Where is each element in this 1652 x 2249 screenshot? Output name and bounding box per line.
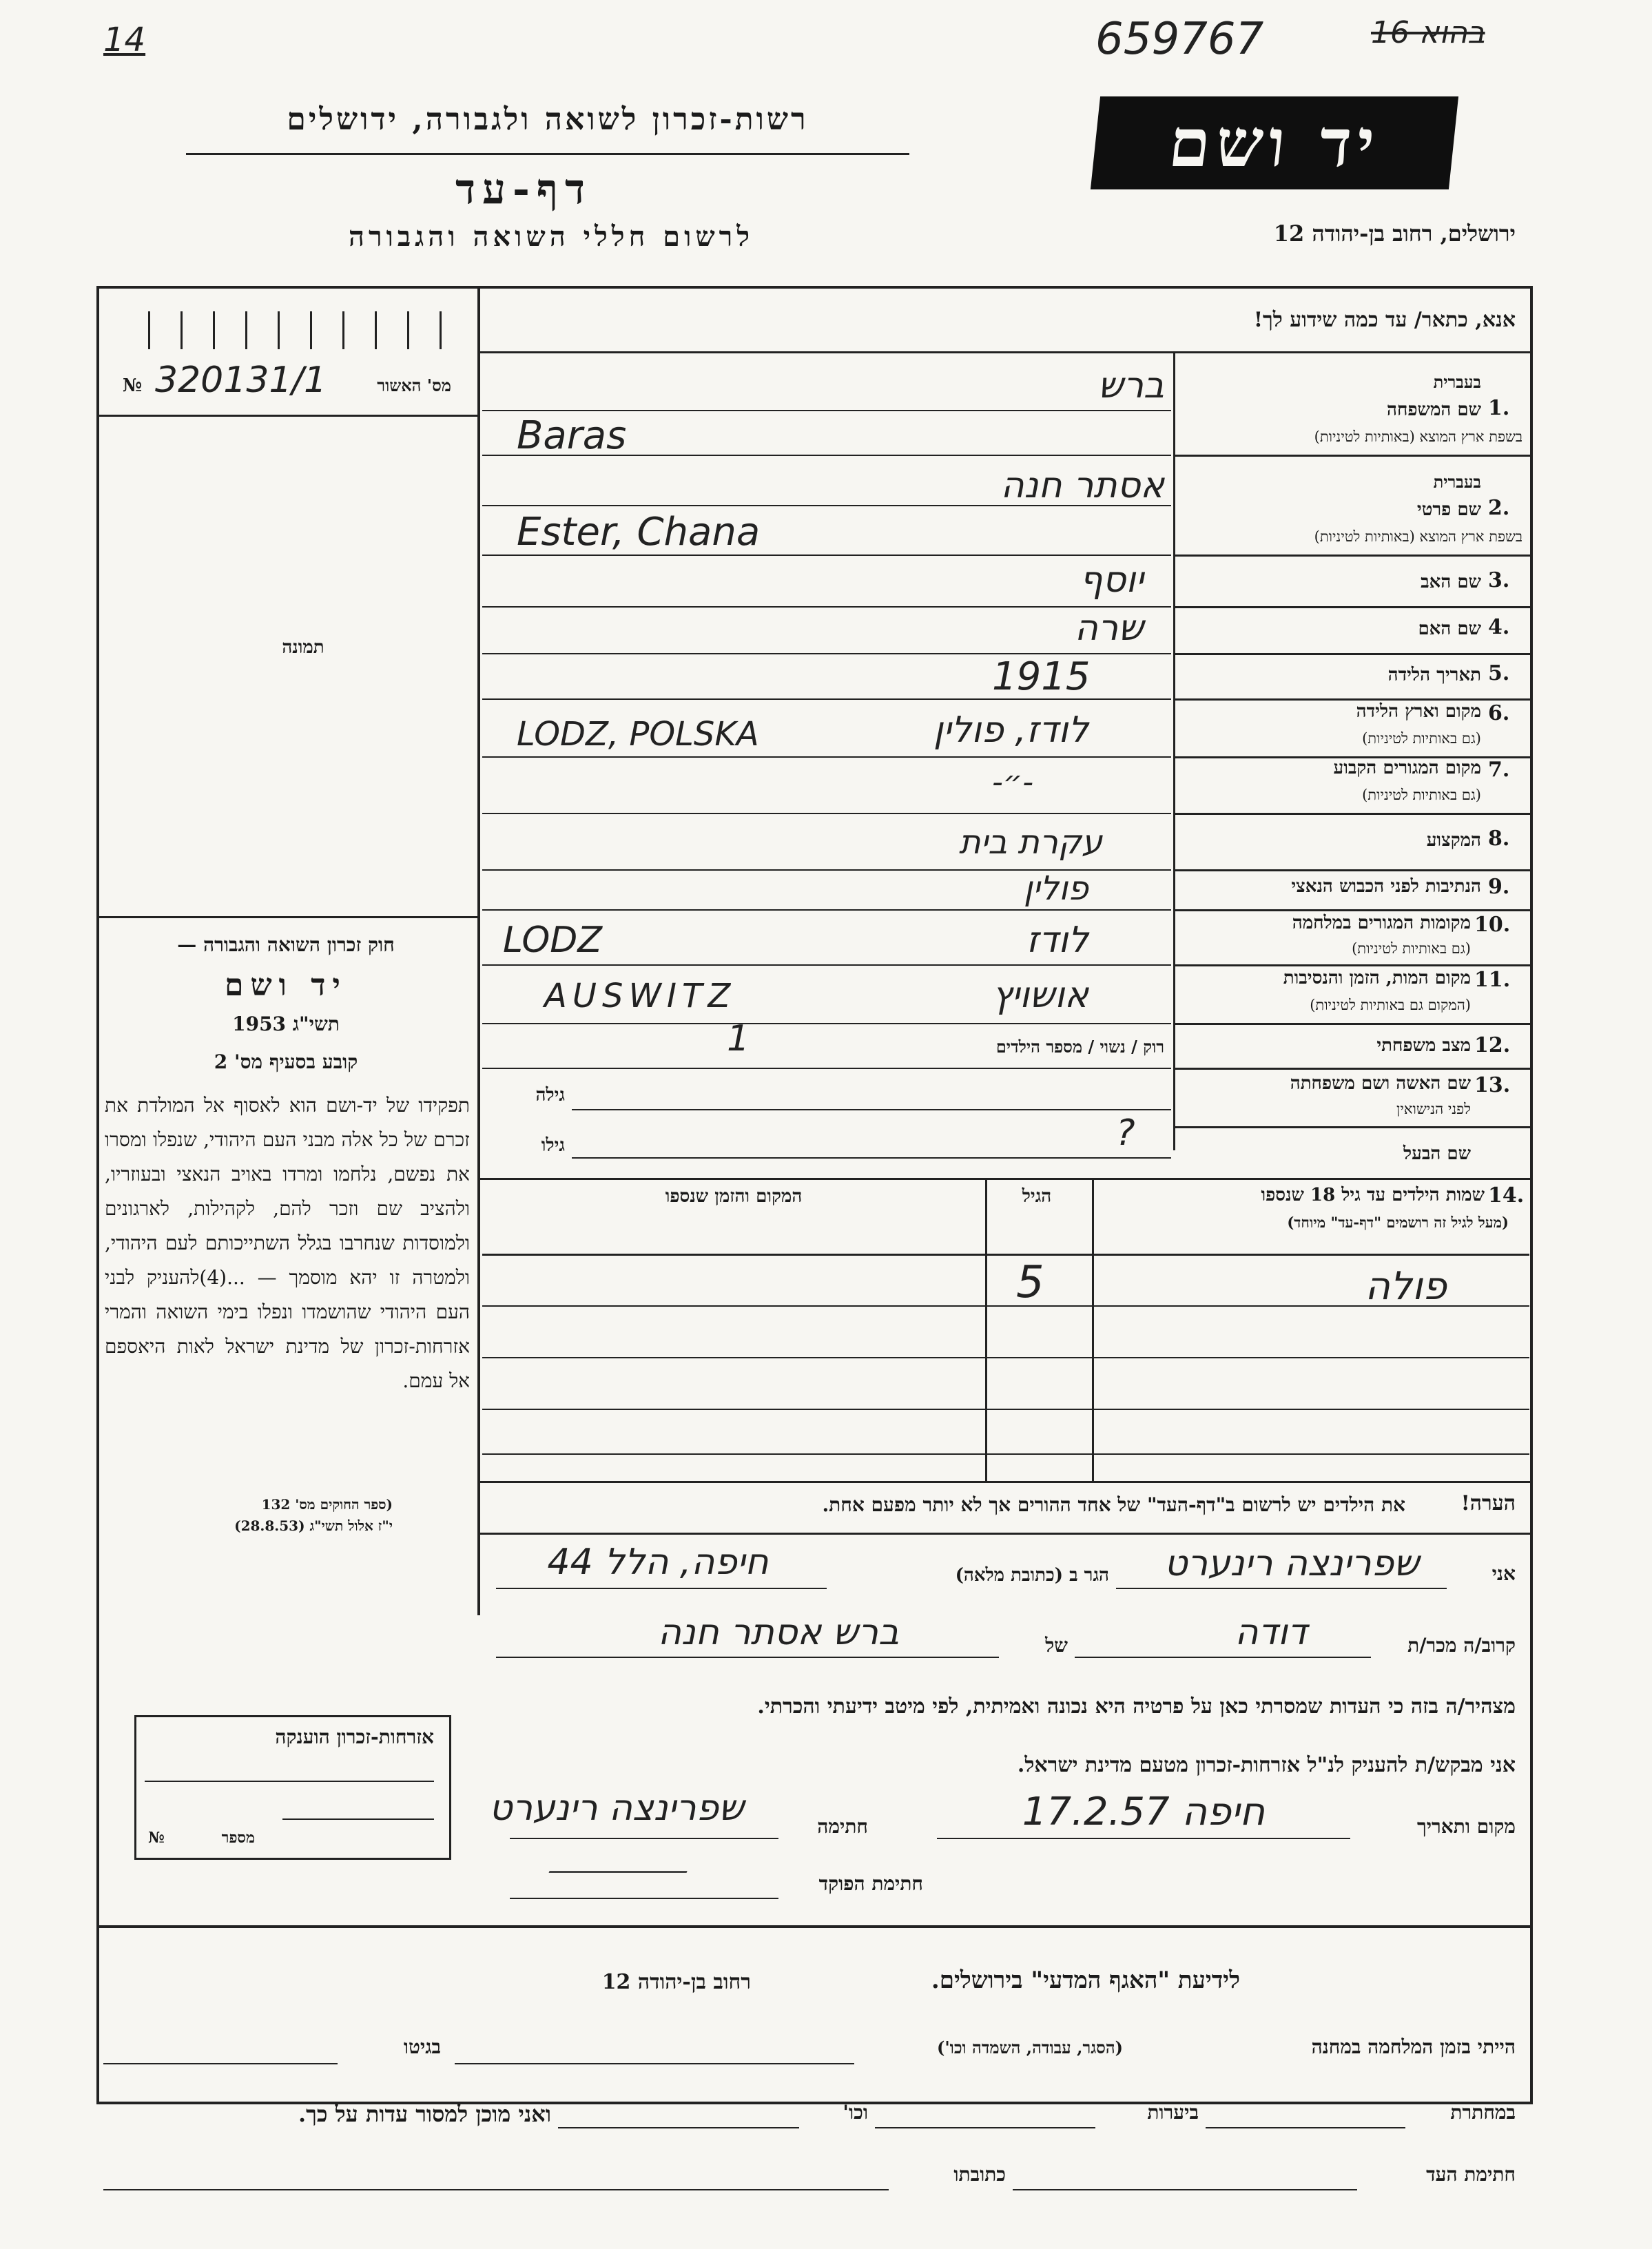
f1-value-hebrew: ברש	[1097, 365, 1164, 406]
row-line-8	[1173, 869, 1533, 871]
f11-value-latin: AUSWITZ	[544, 977, 736, 1015]
f10-value-latin: LODZ	[503, 920, 602, 961]
f1-sub-top: בעברית	[1433, 372, 1481, 392]
line3-blank-b	[103, 2189, 889, 2190]
law-source-2: י"ז אלול תשי"ג (28.8.53)	[234, 1517, 393, 1534]
f3-label: שם האב	[1421, 572, 1481, 592]
label-column-divider	[1173, 351, 1175, 1150]
info-title: לידיעת "האגף המדעי" בירושלים.	[931, 1967, 1240, 1994]
f2-value-hebrew: אסתר חנה	[1000, 465, 1164, 506]
line2-c: וכו'	[843, 2101, 868, 2124]
children-label: שמות הילדים עד גיל 18 שנספו	[1261, 1185, 1485, 1205]
citizenship-number-label: מספר	[221, 1829, 255, 1847]
f11-value-hebrew: אושויץ	[992, 975, 1088, 1016]
signature-label: חתימה	[817, 1815, 868, 1838]
line3-a: חתימת העד	[1426, 2163, 1516, 2186]
signature-line	[510, 1838, 778, 1839]
f10-num: 10.	[1474, 913, 1511, 937]
note-label: הערה!	[1460, 1491, 1516, 1515]
register-tick-4	[245, 311, 247, 349]
place-date-line	[937, 1838, 1350, 1839]
f8-value: עקרת בית	[958, 823, 1102, 862]
f4-value: שרה	[1074, 608, 1144, 649]
address-line	[496, 1588, 827, 1589]
org-name: רשות-זכרון לשואה ולגבורה, ידושלים	[287, 102, 809, 137]
note-bottom-line	[477, 1533, 1533, 1535]
line3-blank-a	[1013, 2189, 1357, 2190]
register-tick-10	[440, 311, 442, 349]
form-title: דף-עד	[455, 165, 592, 214]
line1-end: בגיטו	[403, 2035, 441, 2058]
f12-label: מצב משפחתי	[1376, 1035, 1471, 1056]
f8-label: המקצוע	[1426, 830, 1481, 851]
f2-value-latin: Ester, Chana	[517, 510, 761, 555]
of-label: של	[1045, 1634, 1068, 1657]
f3-num: 3.	[1488, 568, 1510, 592]
yad-vashem-logo	[1091, 96, 1458, 189]
law-clause: קובע בסעיף מס' 2	[214, 1050, 358, 1073]
value-line-4	[482, 555, 1171, 556]
line2-blank-c	[558, 2127, 799, 2128]
citizenship-prefix: №	[148, 1829, 165, 1847]
row-line-13	[1173, 1126, 1533, 1128]
spouse-value: ?	[1116, 1112, 1135, 1154]
line2-b: ביערות	[1147, 2101, 1199, 2124]
line1-blank-2	[103, 2063, 338, 2064]
row-line-11	[1173, 1023, 1533, 1025]
register-tick-3	[213, 311, 215, 349]
line1-start: הייתי בזמן המלחמה במחנה	[1311, 2035, 1516, 2058]
children-sub: (מעל לגיל זה רושמים "דף-עד" מיוחד)	[1287, 1214, 1509, 1231]
request: אני מבקש/ת להעניק לנ"ל אזרחות-זכרון מטעם מדינת ישראל.	[1017, 1753, 1516, 1777]
f2-num: 2.	[1488, 496, 1510, 520]
row-line-12	[1173, 1068, 1533, 1070]
officer-label: חתימת הפוקד	[818, 1872, 923, 1895]
left-column-divider	[477, 286, 480, 1615]
citizenship-line-2	[282, 1818, 434, 1820]
line2-blank-b	[875, 2127, 1095, 2128]
f10-value-hebrew: לודז	[1026, 920, 1088, 961]
children-line-3	[482, 1409, 1529, 1410]
children-num: 14.	[1488, 1183, 1525, 1208]
law-year: תשי"ג 1953	[232, 1013, 340, 1035]
witness-name-line	[1116, 1588, 1447, 1589]
children-col-age: הגיל	[1022, 1186, 1052, 1207]
value-line-13	[482, 1023, 1171, 1024]
law-body: תפקידו של יד-ושם הוא לאסוף אל המולדת את זכרם של כל אלה מבני העם היהודי, שנפלו ומסרו את נפשם, נלחמו ומרדו באויב הנאצי ובעוזריו, ולהציב שם וזכר להם, לקהילות, לארגונים ולמוסדות שנחרבו בגלל השתייכותם לעם היהודי, ולמטרה זו יהא מוסמך — ...(4)להעניק לבני העם היהודי שהושמדו ונפלו בימי השואה והמרי אזרחות-זכרון של מדינת ישראל לאות היאספם אל עמם.	[105, 1094, 470, 1392]
logo-text: יד ושם	[1165, 104, 1384, 182]
value-line-8	[482, 756, 1171, 758]
resident-label: הגר ב (כתובת מלאה)	[955, 1565, 1109, 1586]
info-address: רחוב בן-יהודה 12	[601, 1970, 751, 1994]
address-value: חיפה, הלל 44	[547, 1542, 769, 1583]
f8-num: 8.	[1488, 827, 1510, 851]
line2-blank-a	[1206, 2127, 1405, 2128]
children-line-4	[482, 1453, 1529, 1455]
f10-sub: (גם באותיות לטיניות)	[1352, 940, 1471, 957]
line1-blank	[455, 2063, 854, 2064]
register-tick-8	[375, 311, 377, 349]
f7-label: מקום המגורים הקבוע	[1333, 758, 1481, 778]
f5-num: 5.	[1488, 661, 1510, 685]
f12-num: 12.	[1474, 1033, 1511, 1057]
registration-prefix: №	[123, 375, 143, 396]
children-header-line	[482, 1254, 1529, 1256]
line2-a: במחתרת	[1450, 2101, 1516, 2124]
f12-value: 1	[727, 1018, 750, 1059]
spouse-label: שם הבעל	[1403, 1143, 1471, 1164]
page-number-handwritten: 14	[103, 21, 146, 59]
f6-label: מקום וארץ הלידה	[1356, 701, 1481, 722]
line1-mid: (הסגר, עבודה, השמדה וכו')	[936, 2038, 1123, 2058]
register-tick-9	[407, 311, 409, 349]
citizenship-line-1	[145, 1781, 434, 1782]
f13-num: 13.	[1474, 1073, 1511, 1097]
row-line-5	[1173, 698, 1533, 701]
f4-num: 4.	[1488, 615, 1510, 639]
f7-num: 7.	[1488, 758, 1510, 782]
f13-sub: לפני הנישואין	[1396, 1101, 1471, 1117]
row-line-14	[477, 1178, 1533, 1180]
f13-age-label: גילה	[535, 1085, 565, 1106]
value-line-11	[482, 909, 1171, 911]
row-line-1	[1173, 455, 1533, 457]
row-line-7	[1173, 813, 1533, 815]
note-text: את הילדים יש לרשום ב"דף-העד" של אחד ההורים אך לא יותר מפעם אחת.	[822, 1493, 1405, 1516]
row-line-3	[1173, 606, 1533, 608]
instruction-underline	[477, 351, 1533, 353]
of-value: ברש אסתר חנה	[657, 1612, 900, 1653]
line2-end: ואני מוכן למסור עדות על כך.	[298, 2101, 551, 2127]
value-line-15	[572, 1109, 1171, 1110]
officer-line	[510, 1898, 778, 1899]
reference-number-handwritten: 659767	[1095, 14, 1264, 65]
f4-label: שם האם	[1418, 619, 1481, 639]
child-name: פולה	[1365, 1264, 1447, 1309]
row-line-2	[1173, 555, 1533, 557]
officer-scribble	[549, 1860, 692, 1873]
witness-name: שפרינצה רינערט	[1164, 1543, 1419, 1584]
f7-sub: (גם באותיות לטיניות)	[1362, 787, 1481, 803]
law-source-1: (ספר החוקים מס' 132	[261, 1496, 393, 1513]
bottom-section-separator	[96, 1925, 1533, 1928]
form-subtitle: לרשום חללי השואה והגבורה	[348, 220, 754, 253]
child-age: 5	[1016, 1257, 1044, 1308]
f1-num: 1.	[1488, 396, 1510, 420]
law-name: יד ושם	[225, 968, 347, 1003]
f11-sub: (המקום גם באותיות לטיניות)	[1310, 997, 1471, 1013]
relation-line	[1075, 1657, 1371, 1658]
f11-num: 11.	[1474, 968, 1511, 992]
registration-label: מס' האשור	[377, 375, 451, 395]
f6-num: 6.	[1488, 701, 1510, 725]
register-tick-1	[148, 311, 150, 349]
f9-label: הנתיבות לפני הכבוש הנאצי	[1291, 876, 1481, 897]
signature-value: שפרינצה רינערט	[489, 1787, 744, 1829]
instruction-line: אנא, כתאר/ עד כמה שידוע לך!	[1253, 308, 1516, 332]
register-tick-6	[310, 311, 312, 349]
citizenship-title: אזרחות-זכרון הוענקה	[275, 1725, 434, 1748]
f1-value-latin: Baras	[517, 413, 627, 458]
value-line-1	[482, 410, 1171, 411]
registration-number: 320131/1	[155, 360, 327, 401]
value-line-14	[482, 1068, 1171, 1069]
register-tick-2	[180, 311, 183, 349]
register-tick-5	[278, 311, 280, 349]
place-date-value: חיפה 17.2.57	[1022, 1790, 1266, 1834]
f2-sub: בשפת ארץ המוצא (באותיות לטיניות)	[1314, 528, 1522, 545]
children-col-place: המקום והזמן שנספו	[665, 1186, 803, 1207]
statement: מצהיר/ה בזה כי העדות שמסרתי כאן על פרטיה היא נכונה ואמיתית, לפי מיטב ידיעתי והכרתי.	[757, 1694, 1516, 1719]
children-line-2	[482, 1357, 1529, 1358]
f5-value: 1915	[992, 654, 1091, 699]
f13-age2-label: גילו	[541, 1135, 565, 1156]
crossed-reference-handwritten: בהוא 16	[1371, 15, 1485, 50]
f12-options: רוק / נשוי / מספר הילדים	[995, 1037, 1164, 1057]
f7-value: -״-	[992, 765, 1034, 800]
f2-sub-top: בעברית	[1433, 472, 1481, 492]
line3-b: כתובתו	[953, 2163, 1006, 2186]
org-name-underline	[186, 153, 909, 155]
relative-label: קרוב/ה מכר/ת	[1407, 1634, 1516, 1657]
f1-label: שם המשפחה	[1387, 400, 1481, 420]
f1-sub: בשפת ארץ המוצא (באותיות לטיניות)	[1314, 428, 1522, 445]
decl-ani: אני	[1491, 1562, 1516, 1585]
place-date-label: מקום ותאריך	[1416, 1815, 1516, 1838]
photo-label: תמונה	[282, 637, 324, 658]
f5-label: תאריך הלידה	[1387, 665, 1481, 685]
row-line-9	[1173, 909, 1533, 911]
children-bottom-line	[477, 1481, 1533, 1483]
f11-label: מקום המות, הזמן והנסיבות	[1283, 968, 1471, 988]
value-line-16	[572, 1157, 1171, 1159]
value-line-9	[482, 813, 1171, 814]
registration-line	[96, 415, 479, 417]
f10-label: מקומות המגורים במלחמה	[1292, 913, 1471, 933]
value-line-12	[482, 964, 1171, 966]
row-line-4	[1173, 653, 1533, 655]
f6-value-latin: LODZ, POLSKA	[517, 715, 759, 754]
f6-sub: (גם באותיות לטיניות)	[1362, 730, 1481, 747]
f3-value: יוסף	[1080, 559, 1144, 601]
header-address: ירושלים, רחוב בן-יהודה 12	[1273, 220, 1516, 247]
of-line	[496, 1657, 999, 1658]
relation-value: דודה	[1235, 1612, 1308, 1653]
photo-area-bottom	[96, 916, 479, 918]
f2-label: שם פרטי	[1416, 499, 1481, 520]
f9-value: פולין	[1023, 869, 1088, 908]
children-col-divider-1	[1092, 1178, 1094, 1481]
law-title: חוק זכרון השואה והגבורה —	[177, 933, 395, 956]
children-col-divider-2	[985, 1178, 987, 1481]
row-line-10	[1173, 964, 1533, 966]
f9-num: 9.	[1488, 875, 1510, 899]
f13-label: שם האשה ושם משפחתה	[1290, 1073, 1471, 1094]
register-tick-7	[342, 311, 344, 349]
f6-value-hebrew: לודז, פולין	[933, 709, 1088, 751]
